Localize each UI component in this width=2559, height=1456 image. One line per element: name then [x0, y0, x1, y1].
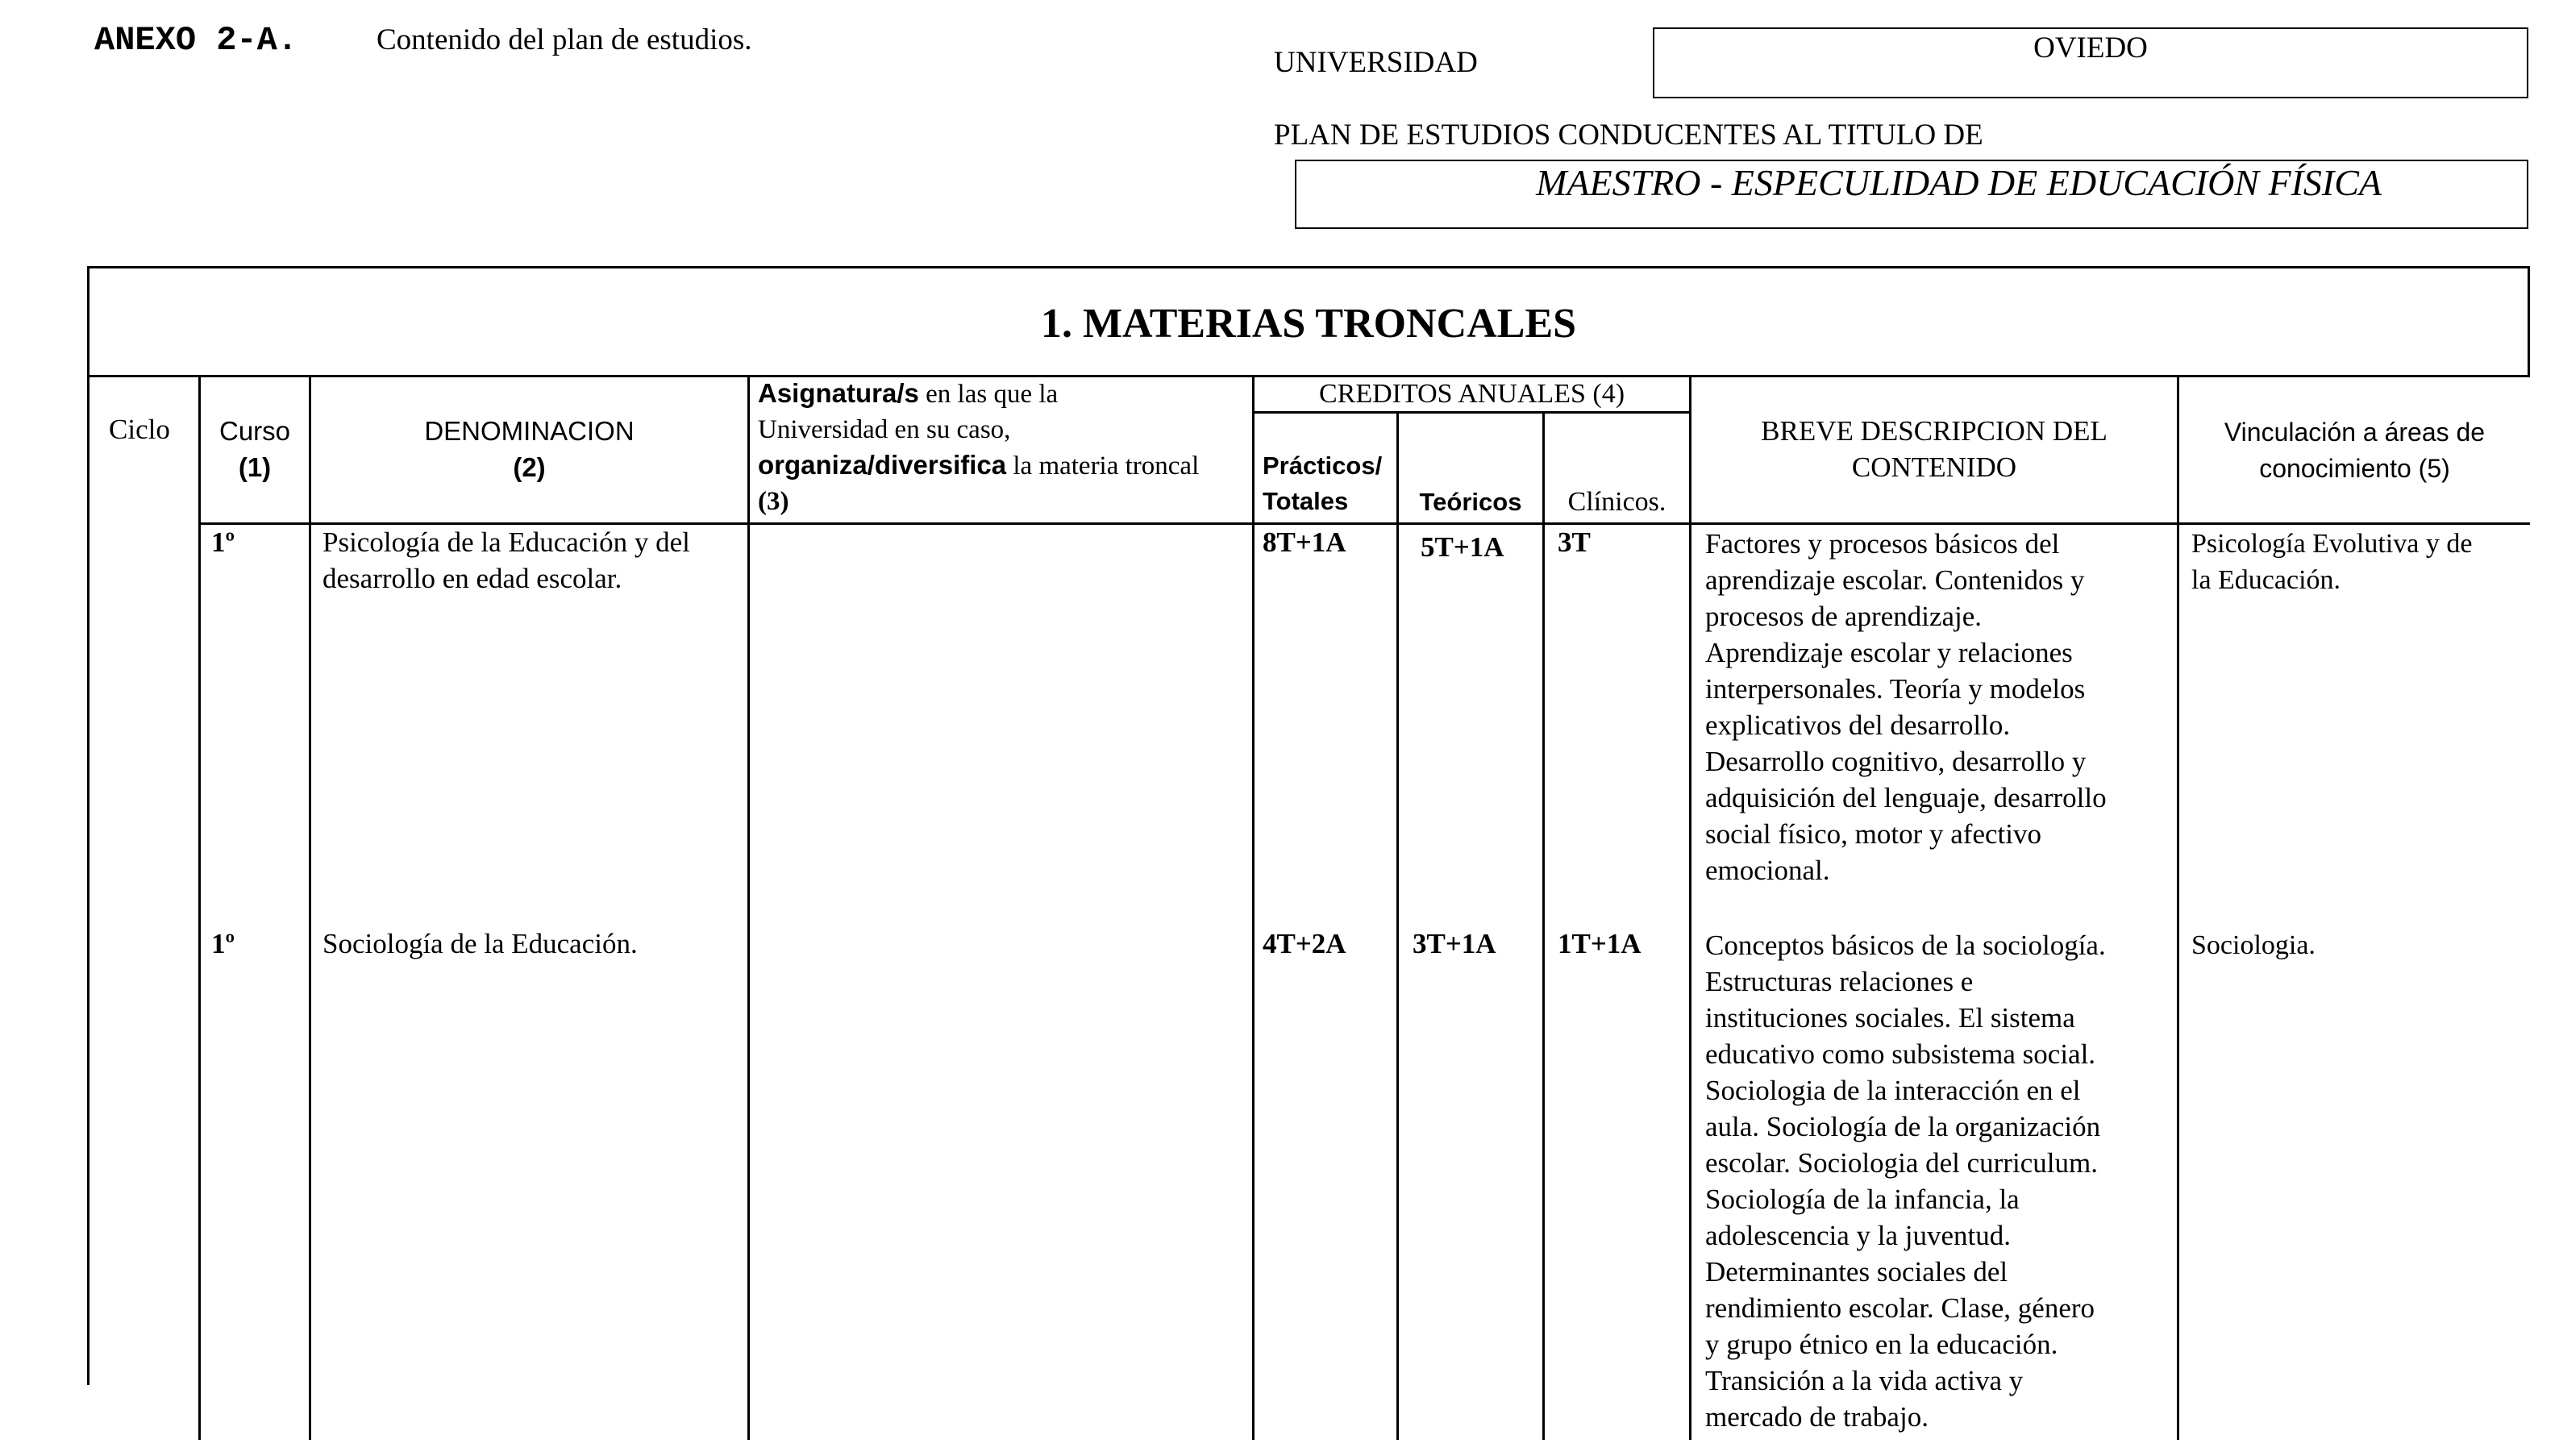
col-divider-asignatura — [747, 377, 750, 1440]
row1-descripcion: Factores y procesos básicos del aprendizaje escolar. Contenidos y procesos de aprendizaje. Aprendizaje escolar y relaciones interpersonales. Teoría y modelos explicativos del desarrollo. Desarrollo cognitivo, desarrollo y adquisición del lenguaje, desarrollo social físico, motor y afectivo emocional. — [1705, 528, 2107, 886]
row2-vinculacion: Sociologia. — [2191, 930, 2316, 960]
university-box — [1653, 27, 2528, 98]
row1-denominacion: Psicología de la Educación y del desarrollo en edad escolar. — [322, 526, 690, 594]
row1-curso: 1º — [211, 526, 235, 558]
descripcion-label-2: CONTENIDO — [1851, 451, 2017, 483]
col-divider-teoricos — [1396, 413, 1399, 1440]
col-header-descripcion — [1691, 413, 2177, 485]
denominacion-label: DENOMINACION — [424, 416, 635, 446]
row2-denominacion: Sociología de la Educación. — [322, 928, 638, 959]
row2-teoricos: 3T+1A — [1413, 928, 1496, 959]
col-header-denominacion — [311, 413, 747, 485]
col-divider-creditos — [1252, 377, 1255, 1440]
university-label: UNIVERSIDAD — [1274, 46, 1478, 79]
row2-totales: 4T+2A — [1263, 928, 1346, 959]
practicos-label: Prácticos/ — [1263, 451, 1383, 480]
curso-label: Curso — [218, 416, 291, 446]
col-header-ciclo: Ciclo — [109, 414, 170, 445]
annex-title: Contenido del plan de estudios. — [377, 23, 752, 56]
col-header-asignatura — [758, 376, 1199, 519]
curso-note: (1) — [238, 452, 272, 482]
asignatura-rest-1: en las que la — [918, 380, 1059, 409]
col-divider-vinculacion — [2177, 377, 2179, 1440]
row2-descripcion: Conceptos básicos de la sociología. Estructuras relaciones e instituciones sociales. El sistema educativo como subsistema social. Sociologia de la interacción en el aula. Sociología de la organización escolar. Sociologia del curriculum. Sociología de la infancia, la adolescencia y la juventud. Determinantes sociales del rendimiento escolar. Clase, género y grupo étnico en la educación. Transición a la vida activa y mercado de trabajo. — [1705, 930, 2106, 1433]
row1-teoricos: 5T+1A — [1421, 531, 1504, 563]
plan-label: PLAN DE ESTUDIOS CONDUCENTES AL TITULO DE — [1274, 119, 1983, 152]
vinculacion-label: Vinculación a áreas de — [2224, 418, 2486, 447]
col-header-vinculacion — [2179, 414, 2530, 487]
col-header-curso — [201, 413, 309, 485]
col-divider-denominacion — [309, 377, 311, 1440]
col-header-clinicos: Clínicos. — [1567, 487, 1666, 517]
asignatura-bold-3: organiza/diversifica — [758, 450, 1007, 480]
university-value: OVIEDO — [2033, 31, 2148, 64]
table-left-border — [87, 266, 89, 1385]
row2-curso: 1º — [211, 928, 235, 959]
title-value: MAESTRO - ESPECULIDAD DE EDUCACIÓN FÍSICA — [1536, 162, 2382, 203]
row1-vinculacion: Psicología Evolutiva y de la Educación. — [2191, 529, 2473, 595]
row2-clinicos: 1T+1A — [1558, 928, 1642, 959]
totales-label: Totales — [1263, 487, 1349, 515]
annex-label: ANEXO 2-A. — [94, 21, 298, 60]
vinculacion-label-2: conocimiento (5) — [2259, 454, 2450, 483]
col-header-creditos: CREDITOS ANUALES (4) — [1318, 379, 1625, 409]
col-divider-clinicos — [1542, 413, 1545, 1440]
col-header-teoricos: Teóricos — [1419, 488, 1522, 516]
title-box — [1295, 160, 2528, 229]
descripcion-label: BREVE DESCRIPCION DEL — [1761, 415, 2108, 447]
table-top-border — [87, 266, 2530, 268]
asignatura-bold-1: Asignatura/s — [758, 378, 919, 408]
col-divider-descripcion — [1689, 377, 1691, 1440]
asignatura-rest-3: la materia troncal — [1006, 451, 1200, 480]
asignatura-note: (3) — [758, 487, 789, 516]
row1-totales: 8T+1A — [1263, 526, 1346, 558]
denominacion-note: (2) — [513, 452, 546, 482]
row1-clinicos: 3T — [1558, 526, 1591, 558]
col-divider-curso — [198, 377, 201, 1440]
asignatura-line-2: Universidad en su caso, — [758, 415, 1011, 444]
section-title: 1. MATERIAS TRONCALES — [1040, 301, 1577, 347]
col-header-totales — [1263, 448, 1382, 519]
